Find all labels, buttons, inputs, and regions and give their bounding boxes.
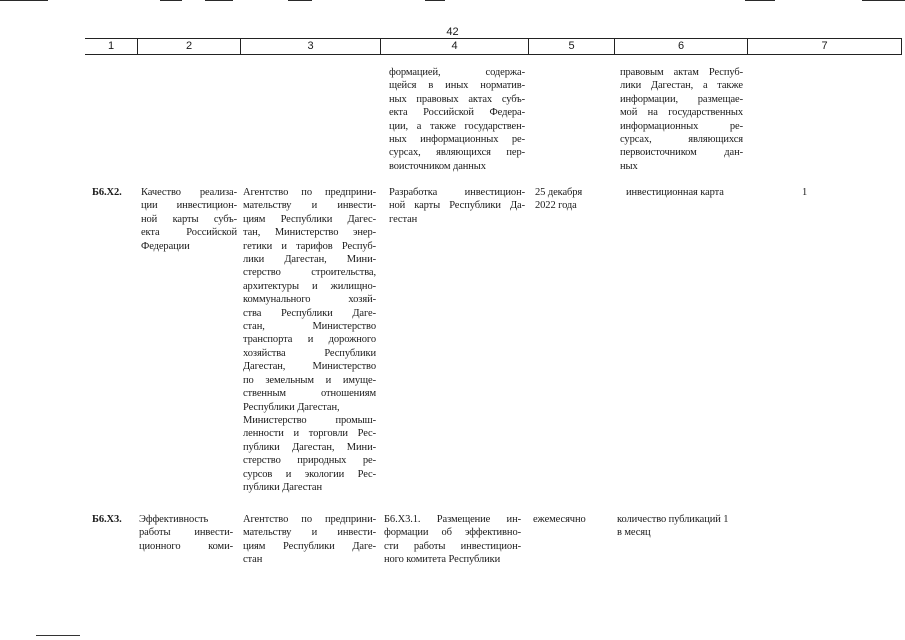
column-header-6: 6	[614, 39, 747, 54]
scan-edge-bottom	[36, 635, 80, 636]
continuation-col4: формацией, содержа- щейся в иных норматив- ных правовых актах субъ- екта Российской Федера- ции, а также государствен- ных информационных ре- сурсах, являющихся пер- воисточником данных	[389, 67, 525, 172]
scan-edge-top	[160, 0, 182, 1]
row-deadline: ежемесячно	[533, 514, 586, 525]
column-header-1: 1	[107, 40, 115, 52]
column-header-5: 5	[528, 39, 614, 54]
column-header-2: 2	[137, 39, 240, 54]
row-deadline: 25 декабря 2022 года	[535, 187, 583, 212]
column-header-4: 4	[380, 39, 528, 54]
scan-edge-top	[862, 0, 905, 1]
row-indicator: количество публикаций 1 в месяц	[617, 514, 729, 539]
row-action: Разработка инвестицион- ной карты Республики Да- гестан	[389, 187, 525, 225]
row-executors: Агентство по предприни- мательству и инвести- циям Республики Даге- стан	[243, 514, 376, 566]
row-value: 1	[802, 187, 808, 198]
scan-edge-top	[288, 0, 312, 1]
column-header-7: 7	[747, 39, 902, 54]
row-action: Б6.Х3.1. Размещение ин- формации об эффективно- сти работы инвестицион- ного комитета Республики	[384, 514, 521, 566]
table-header	[85, 38, 902, 55]
page-number: 42	[446, 26, 459, 38]
scan-edge-top	[0, 0, 48, 1]
scan-edge-top	[745, 0, 775, 1]
continuation-col6: правовым актам Респуб- лики Дагестан, а также информации, размещае- мой на государственных информационных ре- сурсах, являющихся первоисточником дан- ных	[620, 67, 743, 172]
column-header-3: 3	[240, 39, 380, 54]
row-executors: Агентство по предприни- мательству и инвести- циям Республики Дагес- тан, Министерство энер- гетики и тарифов Респуб- лики Дагестан, Мини- стерство строительства, архитектуры и жилищно- коммунального хозяй- ства Республики Даге- стан, Министерство транспорта и дорожного хозяйства Республики Дагестан, Министерство по земельным и имуще- ственным отношениям Республики Дагестан, Министерство промыш- ленности и торговли Рес- публики Дагестан, Мини- стерство природных ре- сурсов и экологии Рес- публики Дагестан	[243, 187, 376, 493]
row-name: Эффективность работы инвести- ционного коми-	[139, 514, 233, 552]
row-code: Б6.Х3.	[92, 514, 122, 525]
scan-edge-top	[425, 0, 445, 1]
row-indicator: инвестиционная карта	[626, 187, 724, 198]
row-code: Б6.Х2.	[92, 187, 122, 198]
scan-edge-top	[205, 0, 233, 1]
row-name: Качество реализа- ции инвестицион- ной карты субъ- екта Российской Федерации	[141, 187, 237, 252]
